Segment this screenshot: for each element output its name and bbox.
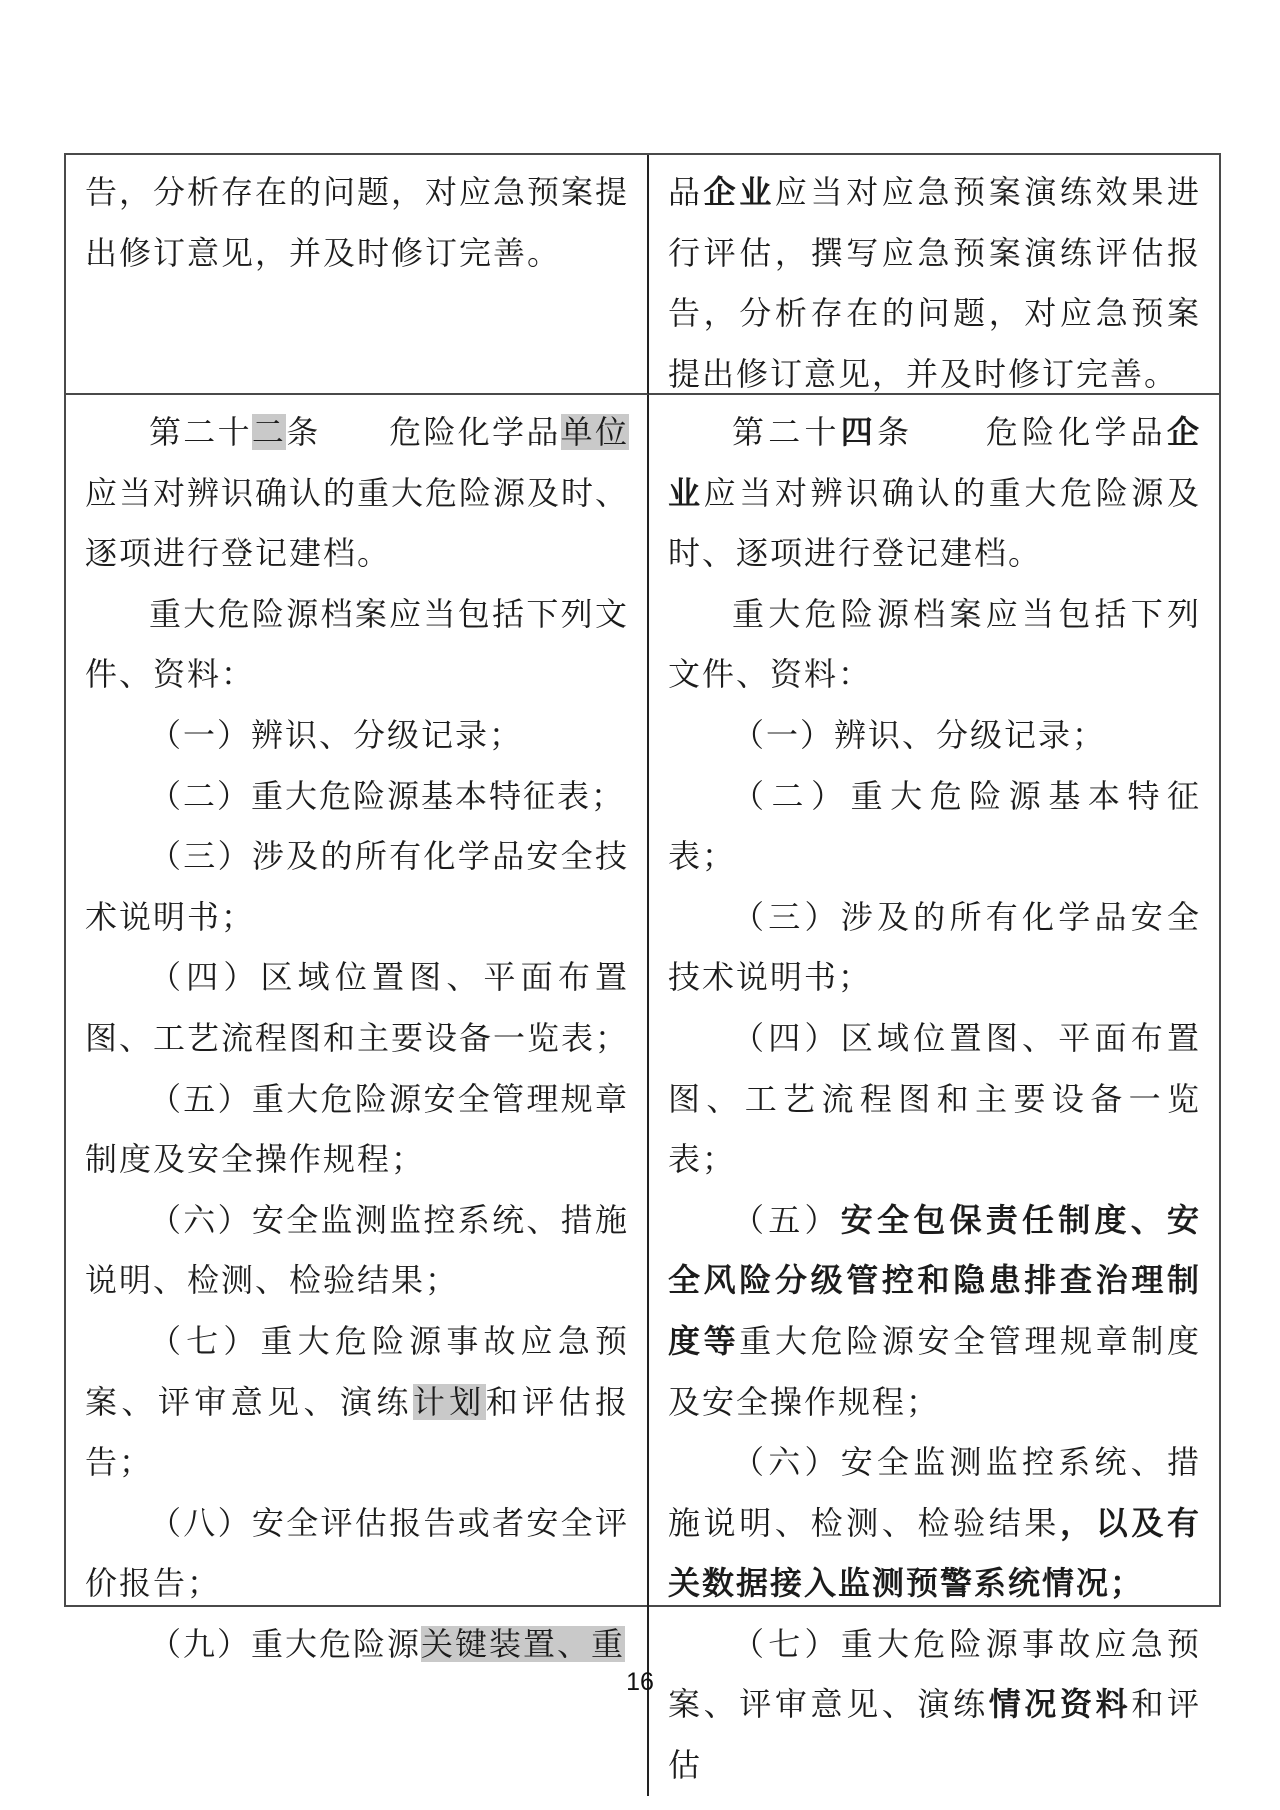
- bold-run: 四: [840, 414, 877, 450]
- text-run: （三）涉及的所有化学品安全技术说明书；: [668, 898, 1201, 996]
- paragraph: [668, 1008, 1201, 1190]
- bold-run: 企业: [703, 174, 775, 210]
- bold-run: 安全包保责任制度、安全风险分级管控和隐患排查治理制度等: [668, 1201, 1201, 1359]
- highlighted-run: 二: [251, 414, 287, 450]
- new-version-cell-top: [649, 155, 1219, 395]
- text-run: 品: [668, 174, 704, 210]
- text-run: （六）安全监测监控系统、措施说明、检测、检验结果；: [85, 1201, 629, 1299]
- highlighted-run: 计划: [412, 1383, 486, 1420]
- text-run: （二）重大危险源基本特征表；: [668, 777, 1201, 875]
- text-run: （二）重大危险源基本特征表；: [149, 777, 626, 814]
- text-run: （七）重大危险源事故应急预案、评审意见、演练: [668, 1625, 1201, 1723]
- text-run: （九）重大危险源: [149, 1625, 422, 1662]
- text-run: 第二十: [732, 414, 841, 450]
- text-run: 条 危险化学品: [877, 414, 1167, 450]
- text-run: （一）辨识、分级记录；: [732, 716, 1107, 753]
- text-run: （八）安全评估报告或者安全评价报告；: [85, 1504, 629, 1602]
- text-run: 重大危险源档案应当包括下列文件、资料：: [85, 595, 629, 693]
- paragraph: [85, 162, 629, 283]
- text-run: 重大危险源安全管理规章制度及安全操作规程；: [668, 1322, 1201, 1420]
- text-run: 告，分析存在的问题，对应急预案提出修订意见，并及时修订完善。: [85, 174, 630, 271]
- paragraph: [85, 402, 629, 584]
- paragraph: [85, 1069, 629, 1190]
- text-run: （六）安全监测监控系统、措施说明、检测、检验结果: [668, 1444, 1201, 1541]
- page-number: 16: [626, 1668, 654, 1696]
- bold-run: 企业: [668, 414, 1201, 511]
- text-run: 重大危险源档案应当包括下列文件、资料：: [668, 595, 1201, 693]
- paragraph: [85, 766, 629, 827]
- paragraph: [85, 947, 629, 1068]
- paragraph: [85, 584, 629, 705]
- text-run: 应当对辨识确认的重大危险源及时、逐项进行登记建档。: [668, 474, 1201, 572]
- paragraph: [668, 162, 1201, 404]
- paragraph: [668, 766, 1201, 887]
- paragraph: [85, 705, 629, 766]
- paragraph: [668, 402, 1201, 584]
- text-run: 第二十: [149, 414, 252, 450]
- bold-run: 情况资料: [988, 1686, 1132, 1723]
- paragraph: [85, 1190, 629, 1311]
- paragraph: [668, 1614, 1201, 1796]
- paragraph: [668, 1190, 1201, 1432]
- bold-run: ，以及有关数据接入监测预警系统情况；: [668, 1504, 1201, 1602]
- text-run: （七）重大危险源事故应急预案、评审意见、演练: [85, 1322, 629, 1420]
- highlighted-run: 单位: [560, 414, 629, 450]
- text-run: （三）涉及的所有化学品安全技术说明书；: [85, 838, 629, 935]
- paragraph: [668, 584, 1201, 705]
- new-version-cell-article: [649, 395, 1219, 1796]
- text-run: 和评估: [668, 1686, 1201, 1784]
- paragraph: [85, 1614, 629, 1675]
- paragraph: [85, 826, 629, 947]
- paragraph: [668, 887, 1201, 1008]
- text-run: （四）区域位置图、平面布置图、工艺流程图和主要设备一览表；: [668, 1019, 1201, 1178]
- paragraph: [668, 705, 1201, 766]
- text-run: （一）辨识、分级记录；: [149, 716, 524, 753]
- old-version-cell-top: [66, 155, 649, 395]
- text-run: （五）重大危险源安全管理规章制度及安全操作规程；: [85, 1080, 629, 1178]
- paragraph: [85, 1493, 629, 1614]
- highlighted-run: 关键装置、重: [421, 1625, 626, 1662]
- text-run: 应当对辨识确认的重大危险源及时、逐项进行登记建档。: [85, 474, 630, 572]
- old-version-cell-article: [66, 395, 649, 1796]
- text-run: 条 危险化学品: [286, 414, 561, 450]
- text-run: （四）区域位置图、平面布置图、工艺流程图和主要设备一览表；: [85, 959, 630, 1056]
- text-run: 和评估报告；: [85, 1383, 629, 1481]
- paragraph: [85, 1311, 629, 1493]
- text-run: 应当对应急预案演练效果进行评估，撰写应急预案演练评估报告，分析存在的问题，对应急预案提出修订意见，并及时修订完善。: [668, 174, 1201, 392]
- text-run: （五）: [732, 1201, 841, 1238]
- paragraph: [668, 1432, 1201, 1614]
